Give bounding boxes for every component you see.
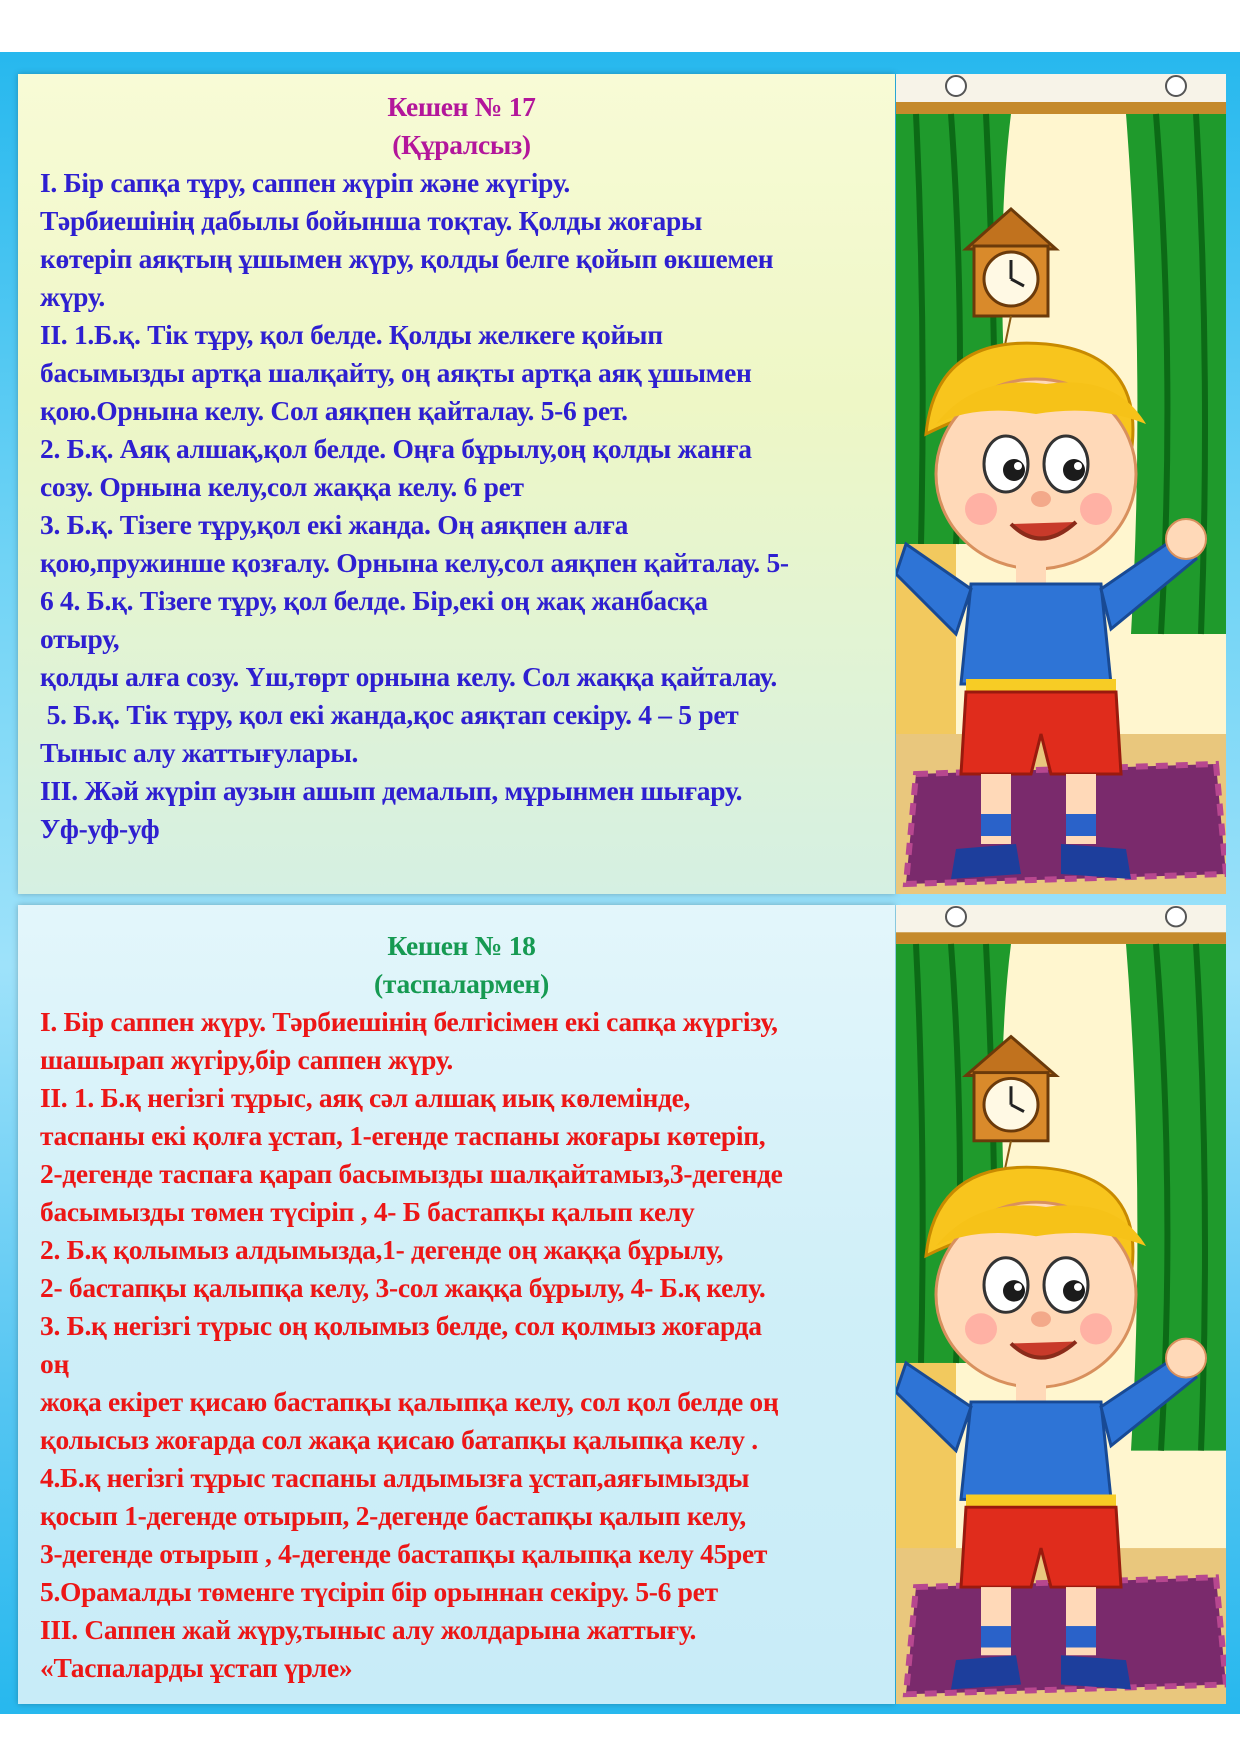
text-line: қосып 1-дегенде отырып, 2-дегенде бастапқы қалып келу,	[40, 1500, 746, 1531]
text-line: 2-дегенде таспаға қарап басымызды шалқайтамыз,3-дегенде	[40, 1158, 783, 1189]
complex-18-title: Кешен № 18	[387, 930, 536, 961]
complex-17-subtitle: (Құралсыз)	[392, 129, 531, 160]
text-line: созу. Орнына келу,сол жаққа келу. 6 рет	[40, 471, 524, 502]
complex-17-title: Кешен № 17	[387, 91, 536, 122]
text-line: ІІІ. Жәй жүріп аузын ашып демалып, мұрынмен шығару.	[40, 775, 743, 806]
text-line: қою.Орнына келу. Сол аяқпен қайталау. 5-6 рет.	[40, 395, 628, 426]
text-line: 5.Орамалды төменге түсіріп бір орыннан секіру. 5-6 рет	[40, 1576, 718, 1607]
complex-17-panel	[18, 74, 895, 894]
text-line: қолысыз жоғарда сол жақа қисаю батапқы қалыпқа келу .	[40, 1424, 758, 1455]
text-line: отыру,	[40, 623, 120, 654]
text-line: қою,пружинше қозғалу. Орнына келу,сол аяқпен қайталау. 5-	[40, 547, 789, 578]
text-line: Тыныс алу жаттығулары.	[40, 737, 359, 768]
boy-with-clock-image	[896, 74, 1226, 894]
text-line: таспаны екі қолға ұстап, 1-егенде таспаны жоғары көтеріп,	[40, 1120, 766, 1151]
text-line: ІІ. 1. Б.қ негізгі тұрыс, аяқ сәл алшақ иық көлемінде,	[40, 1082, 691, 1113]
text-line: 6 4. Б.қ. Тізеге тұру, қол белде. Бір,екі оң жақ жанбасқа	[40, 585, 708, 616]
boy-illustration	[896, 905, 1226, 1704]
boy-illustration	[896, 74, 1226, 894]
text-line: басымызды артқа шалқайту, оң аяқты артқа аяқ ұшымен	[40, 357, 752, 388]
complex-18-subtitle: (таспалармен)	[374, 968, 549, 999]
text-line: басымызды төмен түсіріп , 4- Б бастапқы қалып келу	[40, 1196, 695, 1227]
complex-17-text	[40, 88, 883, 848]
text-line: І. Бір саппен жүру. Тәрбиешінің белгісімен екі сапқа жүргізу,	[40, 1006, 778, 1037]
complex-18-text	[40, 927, 883, 1687]
text-line: «Таспаларды ұстап үрле»	[40, 1652, 353, 1683]
text-line: 2. Б.қ. Аяқ алшақ,қол белде. Оңға бұрылу,оң қолды жанға	[40, 433, 752, 464]
text-line: 2- бастапқы қалыпқа келу, 3-сол жаққа бұрылу, 4- Б.қ келу.	[40, 1272, 766, 1303]
text-line: ІІІ. Саппен жай жүру,тыныс алу жолдарына жаттығу.	[40, 1614, 697, 1645]
text-line: 3-дегенде отырып , 4-дегенде бастапқы қалыпқа келу 45рет	[40, 1538, 768, 1569]
text-line: көтеріп аяқтың ұшымен жүру, қолды белге қойып өкшемен	[40, 243, 774, 274]
boy-with-clock-image	[896, 905, 1226, 1704]
text-line: 5. Б.қ. Тік тұру, қол екі жанда,қос аяқтап секіру. 4 – 5 рет	[40, 699, 739, 730]
text-line: 3. Б.қ. Тізеге тұру,қол екі жанда. Оң аяқпен алға	[40, 509, 629, 540]
text-line: Уф-уф-уф	[40, 813, 160, 844]
text-line: қолды алға созу. Үш,төрт орнына келу. Сол жаққа қайталау.	[40, 661, 777, 692]
text-line: 2. Б.қ қолымыз алдымызда,1- дегенде оң жаққа бұрылу,	[40, 1234, 724, 1265]
text-line: 4.Б.қ негізгі тұрыс таспаны алдымызға ұстап,аяғымызды	[40, 1462, 750, 1493]
text-line: жүру.	[40, 281, 105, 312]
text-line: жоқа екірет қисаю бастапқы қалыпқа келу, сол қол белде оң	[40, 1386, 779, 1417]
text-line: 3. Б.қ негізгі түрыс оң қолымыз белде, сол қолмыз жоғарда	[40, 1310, 762, 1341]
text-line: І. Бір сапқа тұру, саппен жүріп және жүгіру.	[40, 167, 571, 198]
text-line: Тәрбиешінің дабылы бойынша тоқтау. Қолды жоғары	[40, 205, 703, 236]
text-line: шашырап жүгіру,бір саппен жүру.	[40, 1044, 453, 1075]
text-line: ІІ. 1.Б.қ. Тік тұру, қол белде. Қолды желкеге қойып	[40, 319, 663, 350]
text-line: оң	[40, 1348, 69, 1379]
complex-18-panel	[18, 905, 895, 1704]
